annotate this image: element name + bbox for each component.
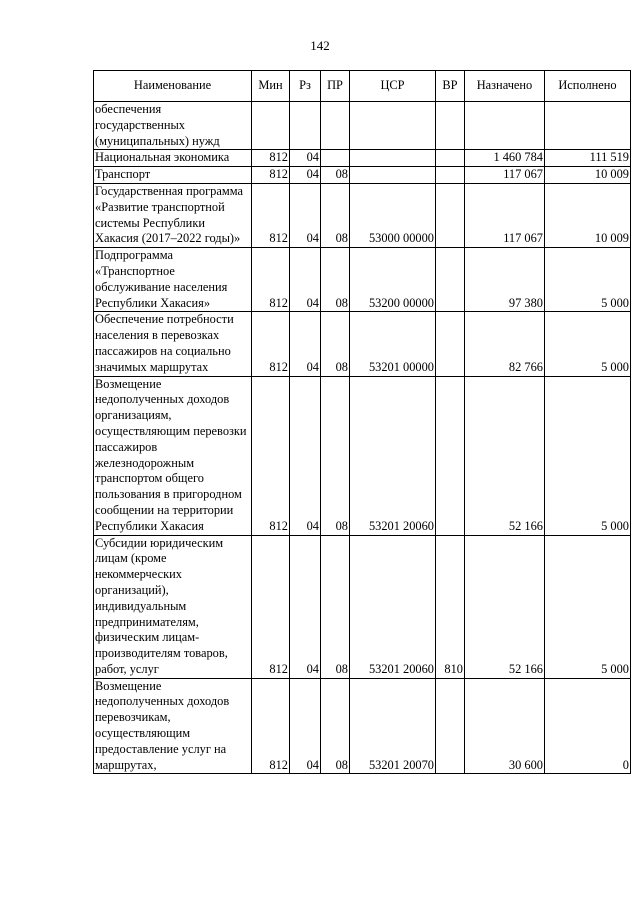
cell-pr: 08 <box>321 248 350 312</box>
cell-vr <box>436 183 465 247</box>
cell-pr: 08 <box>321 535 350 678</box>
cell-vr <box>436 248 465 312</box>
cell-csr: 53000 00000 <box>350 183 436 247</box>
cell-name: Транспорт <box>94 167 252 184</box>
table-row <box>94 102 631 150</box>
cell-name: обеспечения государственных (муниципальных) нужд <box>94 102 252 150</box>
cell-pr: 08 <box>321 183 350 247</box>
cell-csr: 53201 00000 <box>350 312 436 376</box>
cell-naznacheno: 52 166 <box>465 376 545 535</box>
cell-naznacheno: 52 166 <box>465 535 545 678</box>
table-row <box>94 183 631 247</box>
header-min: Мин <box>252 71 290 102</box>
cell-ispolneno: 111 519 <box>545 150 631 167</box>
table-row <box>94 678 631 774</box>
cell-name: Обеспечение потребности населения в перевозках пассажиров на социально значимых маршрутах <box>94 312 252 376</box>
header-pr: ПР <box>321 71 350 102</box>
cell-name: Государственная программа «Развитие транспортной системы Республики Хакасия (2017–2022 годы)» <box>94 183 252 247</box>
cell-name: Возмещение недополученных доходов организациям, осуществляющим перевозки пассажиров железнодорожным транспортом общего пользования в пригородном сообщении на территории Республики Хакасия <box>94 376 252 535</box>
cell-min: 812 <box>252 150 290 167</box>
cell-ispolneno: 5 000 <box>545 376 631 535</box>
cell-vr <box>436 102 465 150</box>
table-header-row <box>94 71 631 102</box>
cell-name: Национальная экономика <box>94 150 252 167</box>
cell-rz: 04 <box>290 312 321 376</box>
cell-rz: 04 <box>290 376 321 535</box>
cell-vr <box>436 312 465 376</box>
budget-table <box>93 70 631 774</box>
cell-name: Подпрограмма «Транспортное обслуживание населения Республики Хакасия» <box>94 248 252 312</box>
header-name: Наименование <box>94 71 252 102</box>
cell-vr <box>436 150 465 167</box>
cell-naznacheno <box>465 102 545 150</box>
cell-min: 812 <box>252 248 290 312</box>
cell-pr <box>321 102 350 150</box>
cell-csr: 53200 00000 <box>350 248 436 312</box>
cell-min: 812 <box>252 183 290 247</box>
cell-pr: 08 <box>321 167 350 184</box>
table-row <box>94 312 631 376</box>
cell-csr <box>350 150 436 167</box>
cell-rz: 04 <box>290 183 321 247</box>
cell-pr: 08 <box>321 678 350 774</box>
header-rz: Рз <box>290 71 321 102</box>
table-row <box>94 167 631 184</box>
cell-csr: 53201 20070 <box>350 678 436 774</box>
cell-ispolneno: 10 009 <box>545 183 631 247</box>
header-vr: ВР <box>436 71 465 102</box>
cell-vr <box>436 376 465 535</box>
table-row <box>94 248 631 312</box>
page-number: 142 <box>310 38 330 53</box>
cell-vr: 810 <box>436 535 465 678</box>
cell-csr: 53201 20060 <box>350 376 436 535</box>
cell-rz: 04 <box>290 535 321 678</box>
cell-min: 812 <box>252 167 290 184</box>
cell-csr <box>350 102 436 150</box>
cell-name: Субсидии юридическим лицам (кроме некоммерческих организаций), индивидуальным предпринимателям, физическим лицам-производителям товаров, работ, услуг <box>94 535 252 678</box>
cell-name: Возмещение недополученных доходов перевозчикам, осуществляющим предоставление услуг на маршрутах, <box>94 678 252 774</box>
cell-ispolneno: 0 <box>545 678 631 774</box>
cell-rz <box>290 102 321 150</box>
cell-ispolneno: 5 000 <box>545 248 631 312</box>
cell-csr: 53201 20060 <box>350 535 436 678</box>
cell-min: 812 <box>252 535 290 678</box>
cell-csr <box>350 167 436 184</box>
table-row <box>94 150 631 167</box>
cell-pr: 08 <box>321 376 350 535</box>
cell-min: 812 <box>252 312 290 376</box>
header-ispolneno: Исполнено <box>545 71 631 102</box>
cell-naznacheno: 30 600 <box>465 678 545 774</box>
cell-rz: 04 <box>290 678 321 774</box>
cell-naznacheno: 97 380 <box>465 248 545 312</box>
cell-vr <box>436 167 465 184</box>
cell-naznacheno: 117 067 <box>465 167 545 184</box>
header-naznacheno: Назначено <box>465 71 545 102</box>
cell-pr <box>321 150 350 167</box>
cell-ispolneno: 10 009 <box>545 167 631 184</box>
cell-pr: 08 <box>321 312 350 376</box>
cell-min <box>252 102 290 150</box>
cell-naznacheno: 117 067 <box>465 183 545 247</box>
header-csr: ЦСР <box>350 71 436 102</box>
cell-rz: 04 <box>290 150 321 167</box>
cell-min: 812 <box>252 376 290 535</box>
cell-rz: 04 <box>290 248 321 312</box>
cell-min: 812 <box>252 678 290 774</box>
cell-ispolneno: 5 000 <box>545 312 631 376</box>
table-row <box>94 376 631 535</box>
cell-ispolneno: 5 000 <box>545 535 631 678</box>
cell-rz: 04 <box>290 167 321 184</box>
cell-ispolneno <box>545 102 631 150</box>
cell-naznacheno: 1 460 784 <box>465 150 545 167</box>
table-row <box>94 535 631 678</box>
cell-vr <box>436 678 465 774</box>
cell-naznacheno: 82 766 <box>465 312 545 376</box>
